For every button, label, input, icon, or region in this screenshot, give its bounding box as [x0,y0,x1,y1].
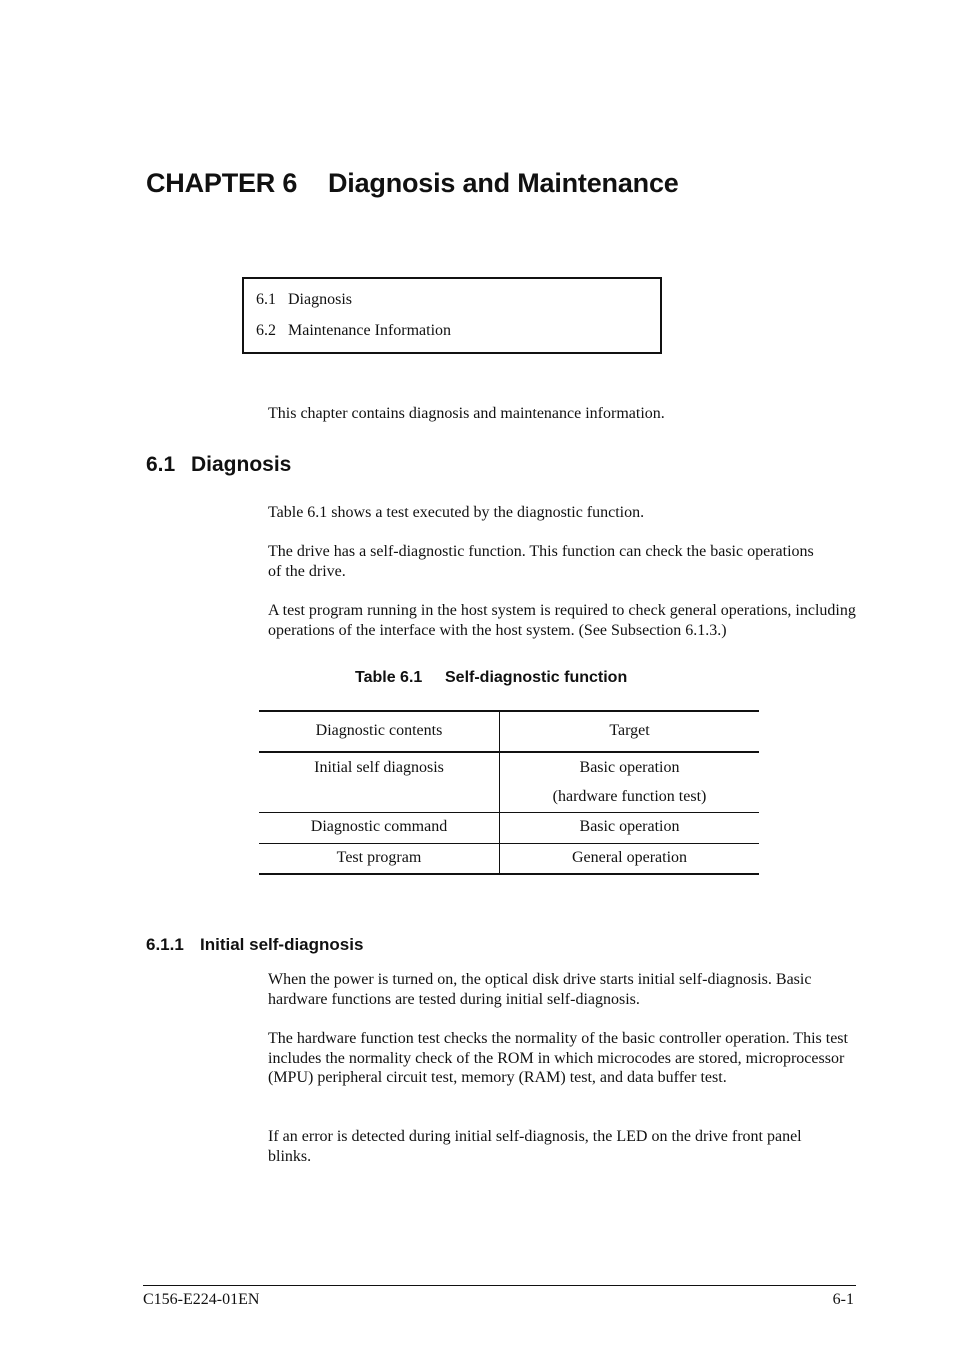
table-rule-top [259,710,759,712]
paragraph: Table 6.1 shows a test executed by the diagnostic function. [268,504,645,521]
toc-box [242,277,662,354]
table-caption [355,669,627,687]
table-header-target: Target [609,722,650,739]
table-cell-contents: Test program [336,849,422,866]
footer-doc-id: C156-E224-01EN [143,1291,260,1308]
table-rule-row [259,812,759,813]
table-cell-contents: Initial self diagnosis [314,759,444,776]
paragraph: If an error is detected during initial self-diagnosis, the LED on the drive front panel blinks. [268,1128,802,1165]
table-cell-target: Basic operation [579,759,680,776]
section-heading-6-1 [146,453,291,477]
chapter-title [146,168,679,199]
table-header-contents: Diagnostic contents [315,722,443,739]
section-title: Initial self-diagnosis [200,935,364,954]
paragraph: The hardware function test checks the normality of the basic controller operation. This test includes the normality check of the ROM in which microcodes are stored, microprocessor (MPU) peripheral circuit test, memory (RAM) test, and data buffer test. [268,1030,848,1086]
table-cell-contents: Diagnostic command [310,818,448,835]
section-title: Diagnosis [191,453,292,476]
intro-paragraph: This chapter contains diagnosis and maintenance information. [268,405,665,422]
table-caption-number: Table 6.1 [355,669,423,686]
section-number: 6.1 [146,453,176,476]
table-cell-target: Basic operation [579,818,680,835]
chapter-name: Diagnosis and Maintenance [328,168,679,198]
footer-rule [143,1285,856,1286]
toc-item-number: 6.1 [256,291,276,308]
table-caption-title: Self-diagnostic function [445,669,628,686]
toc-item-diagnosis[interactable] [256,291,352,309]
self-diagnostic-table [259,710,759,875]
paragraph: A test program running in the host system is required to check general operations, including operations of the interface with the host system. (See Subsection 6.1.3.) [268,602,856,639]
section-heading-6-1-1 [146,935,363,955]
table-rule-bottom [259,873,759,875]
toc-item-label: Diagnosis [288,291,352,308]
toc-item-number: 6.2 [256,322,276,339]
footer-page-number: 6-1 [832,1291,854,1308]
table-rule-header [259,751,759,753]
toc-item-label: Maintenance Information [288,322,452,339]
table-cell-target: General operation [571,849,688,866]
paragraph: When the power is turned on, the optical disk drive starts initial self-diagnosis. Basic hardware functions are tested during initial self-diagnosis. [268,971,812,1008]
paragraph: The drive has a self-diagnostic function. This function can check the basic operations of the drive. [268,543,814,580]
section-number: 6.1.1 [146,935,184,954]
table-cell-target-detail: (hardware function test) [552,788,707,805]
table-rule-row [259,843,759,844]
toc-item-maintenance[interactable] [256,322,451,340]
chapter-number: CHAPTER 6 [146,168,298,198]
